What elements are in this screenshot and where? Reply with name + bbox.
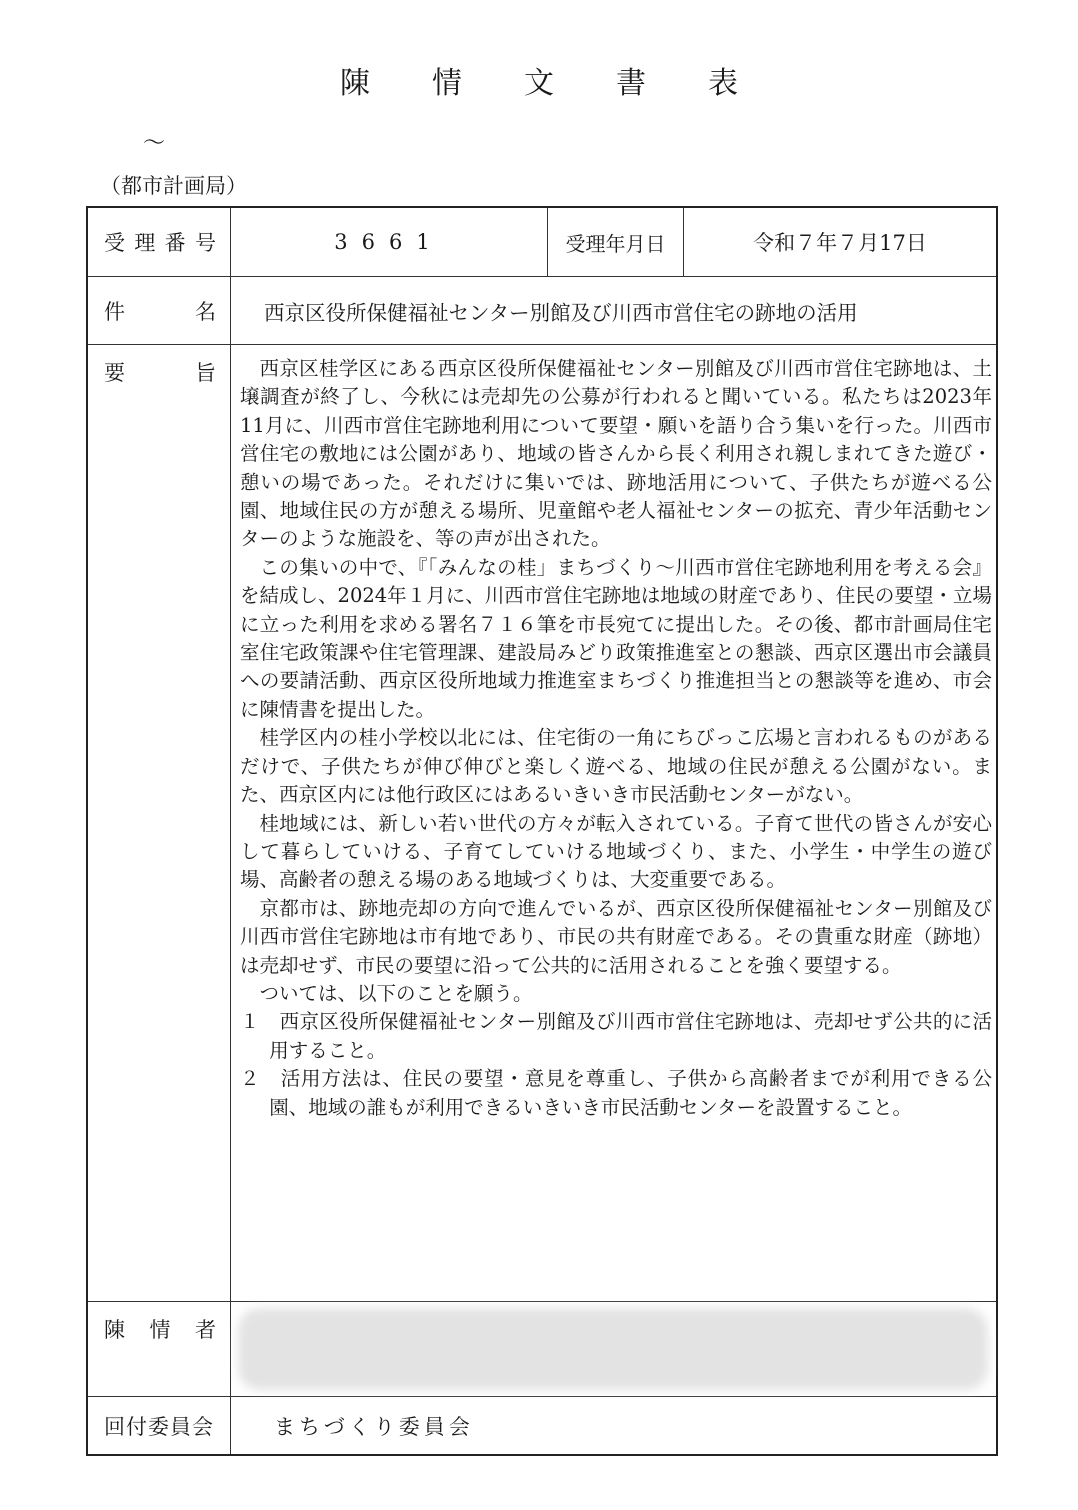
summary-paragraph: 京都市は、跡地売却の方向で進んでいるが、西京区役所保健福祉センター別館及び川西市営住宅跡地は市有地であり、市民の共有財産である。その貴重な財産（跡地）は売却せず、市民の要望に沿って公共的に活用されることを強く要望する。	[240, 896, 992, 977]
label-char: 者	[195, 1318, 216, 1342]
label-char: 情	[149, 1318, 171, 1342]
label-char: 理	[134, 231, 156, 255]
summary-paragraph: 桂学区内の桂小学校以北には、住宅街の一角にちびっこ広場と言われるものがあるだけで、子供たちが伸び伸びと楽しく遊べる、地域の住民が憩える公園がない。また、西京区内には他行政区にはあるいきいき市民活動センターがない。	[240, 726, 992, 807]
receipt-number: 3661	[231, 208, 548, 276]
redacted-petitioner-info	[238, 1308, 988, 1390]
petitioner-label	[104, 1314, 216, 1344]
summary-body	[240, 355, 992, 1122]
label-char: 要	[104, 361, 125, 385]
label-text: 回付委員会	[104, 1414, 214, 1439]
label-char: 名	[195, 299, 216, 324]
summary-paragraph: この集いの中で、『「みんなの桂」まちづくり〜川西市営住宅跡地利用を考える会』を結成し、2024年１月に、川西市営住宅跡地は地域の財産であり、住民の要望・立場に立った利用を求める署名７１６筆を市長宛てに提出した。その後、都市計画局住宅室住宅政策課や住宅管理課、建設局みどり政策推進室との懇談、西京区選出市会議員への要請活動、西京区役所地域力推進室まちづくり推進担当との懇談等を進め、市会に陳情書を提出した。	[240, 555, 992, 721]
request-item: １ 西京区役所保健福祉センター別館及び川西市営住宅跡地は、売却せず公共的に活用すること。	[240, 1010, 992, 1062]
label-char: 受	[104, 231, 125, 255]
department-label: （都市計画局）	[100, 174, 247, 198]
label-char: 番	[164, 231, 186, 255]
subject-text: 西京区役所保健福祉センター別館及び川西市営住宅の跡地の活用	[264, 300, 858, 325]
summary-row	[88, 345, 996, 1302]
subject-label	[104, 296, 216, 326]
document-title: 陳情文書表	[340, 66, 800, 101]
summary-paragraph: 桂地域には、新しい若い世代の方々が転入されている。子育て世代の皆さんが安心して暮らしていける、子育てしていける地域づくり、また、小学生・中学生の遊び場、高齢者の憩える場のある地域づくりは、大変重要である。	[240, 811, 992, 892]
summary-paragraph: 西京区桂学区にある西京区役所保健福祉センター別館及び川西市営住宅跡地は、土壌調査が終了し、今秋には売却先の公募が行われると聞いている。私たちは2023年11月に、川西市営住宅跡地利用について要望・願いを語り合う集いを行った。川西市営住宅の敷地には公園があり、地域の皆さんから長く利用され親しまれてきた遊び・憩いの場であった。それだけに集いでは、跡地活用について、子供たちが遊べる公園、地域住民の方が憩える場所、児童館や老人福祉センターの拡充、青少年活動センターのような施設を、等の声が出された。	[240, 357, 992, 551]
subject-row	[88, 277, 996, 345]
receipt-number-label-cell	[88, 208, 231, 276]
tilde-mark: 〜	[143, 131, 166, 156]
committee-name: まちづくり委員会	[274, 1414, 474, 1439]
label-char: 旨	[195, 361, 216, 385]
committee-label-cell	[88, 1397, 231, 1454]
petitioner-label-cell	[88, 1302, 231, 1396]
label-char: 号	[194, 231, 216, 255]
petition-form-table	[86, 206, 998, 1456]
receipt-number-label	[104, 227, 216, 257]
subject-label-cell	[88, 277, 231, 344]
receipt-row	[88, 208, 996, 277]
summary-label	[104, 357, 216, 387]
receipt-date-label: 受理年月日	[548, 208, 684, 276]
summary-paragraph: ついては、以下のことを願う。	[259, 981, 533, 1005]
label-char: 件	[104, 299, 125, 324]
committee-row	[88, 1397, 996, 1454]
committee-label	[104, 1411, 216, 1441]
label-char: 陳	[104, 1318, 125, 1342]
request-item: ２ 活用方法は、住民の要望・意見を尊重し、子供から高齢者までが利用できる公園、地域の誰もが利用できるいきいき市民活動センターを設置すること。	[240, 1067, 992, 1119]
summary-label-cell	[88, 345, 231, 1301]
receipt-date: 令和７年７月17日	[753, 231, 927, 255]
petitioner-row	[88, 1302, 996, 1397]
